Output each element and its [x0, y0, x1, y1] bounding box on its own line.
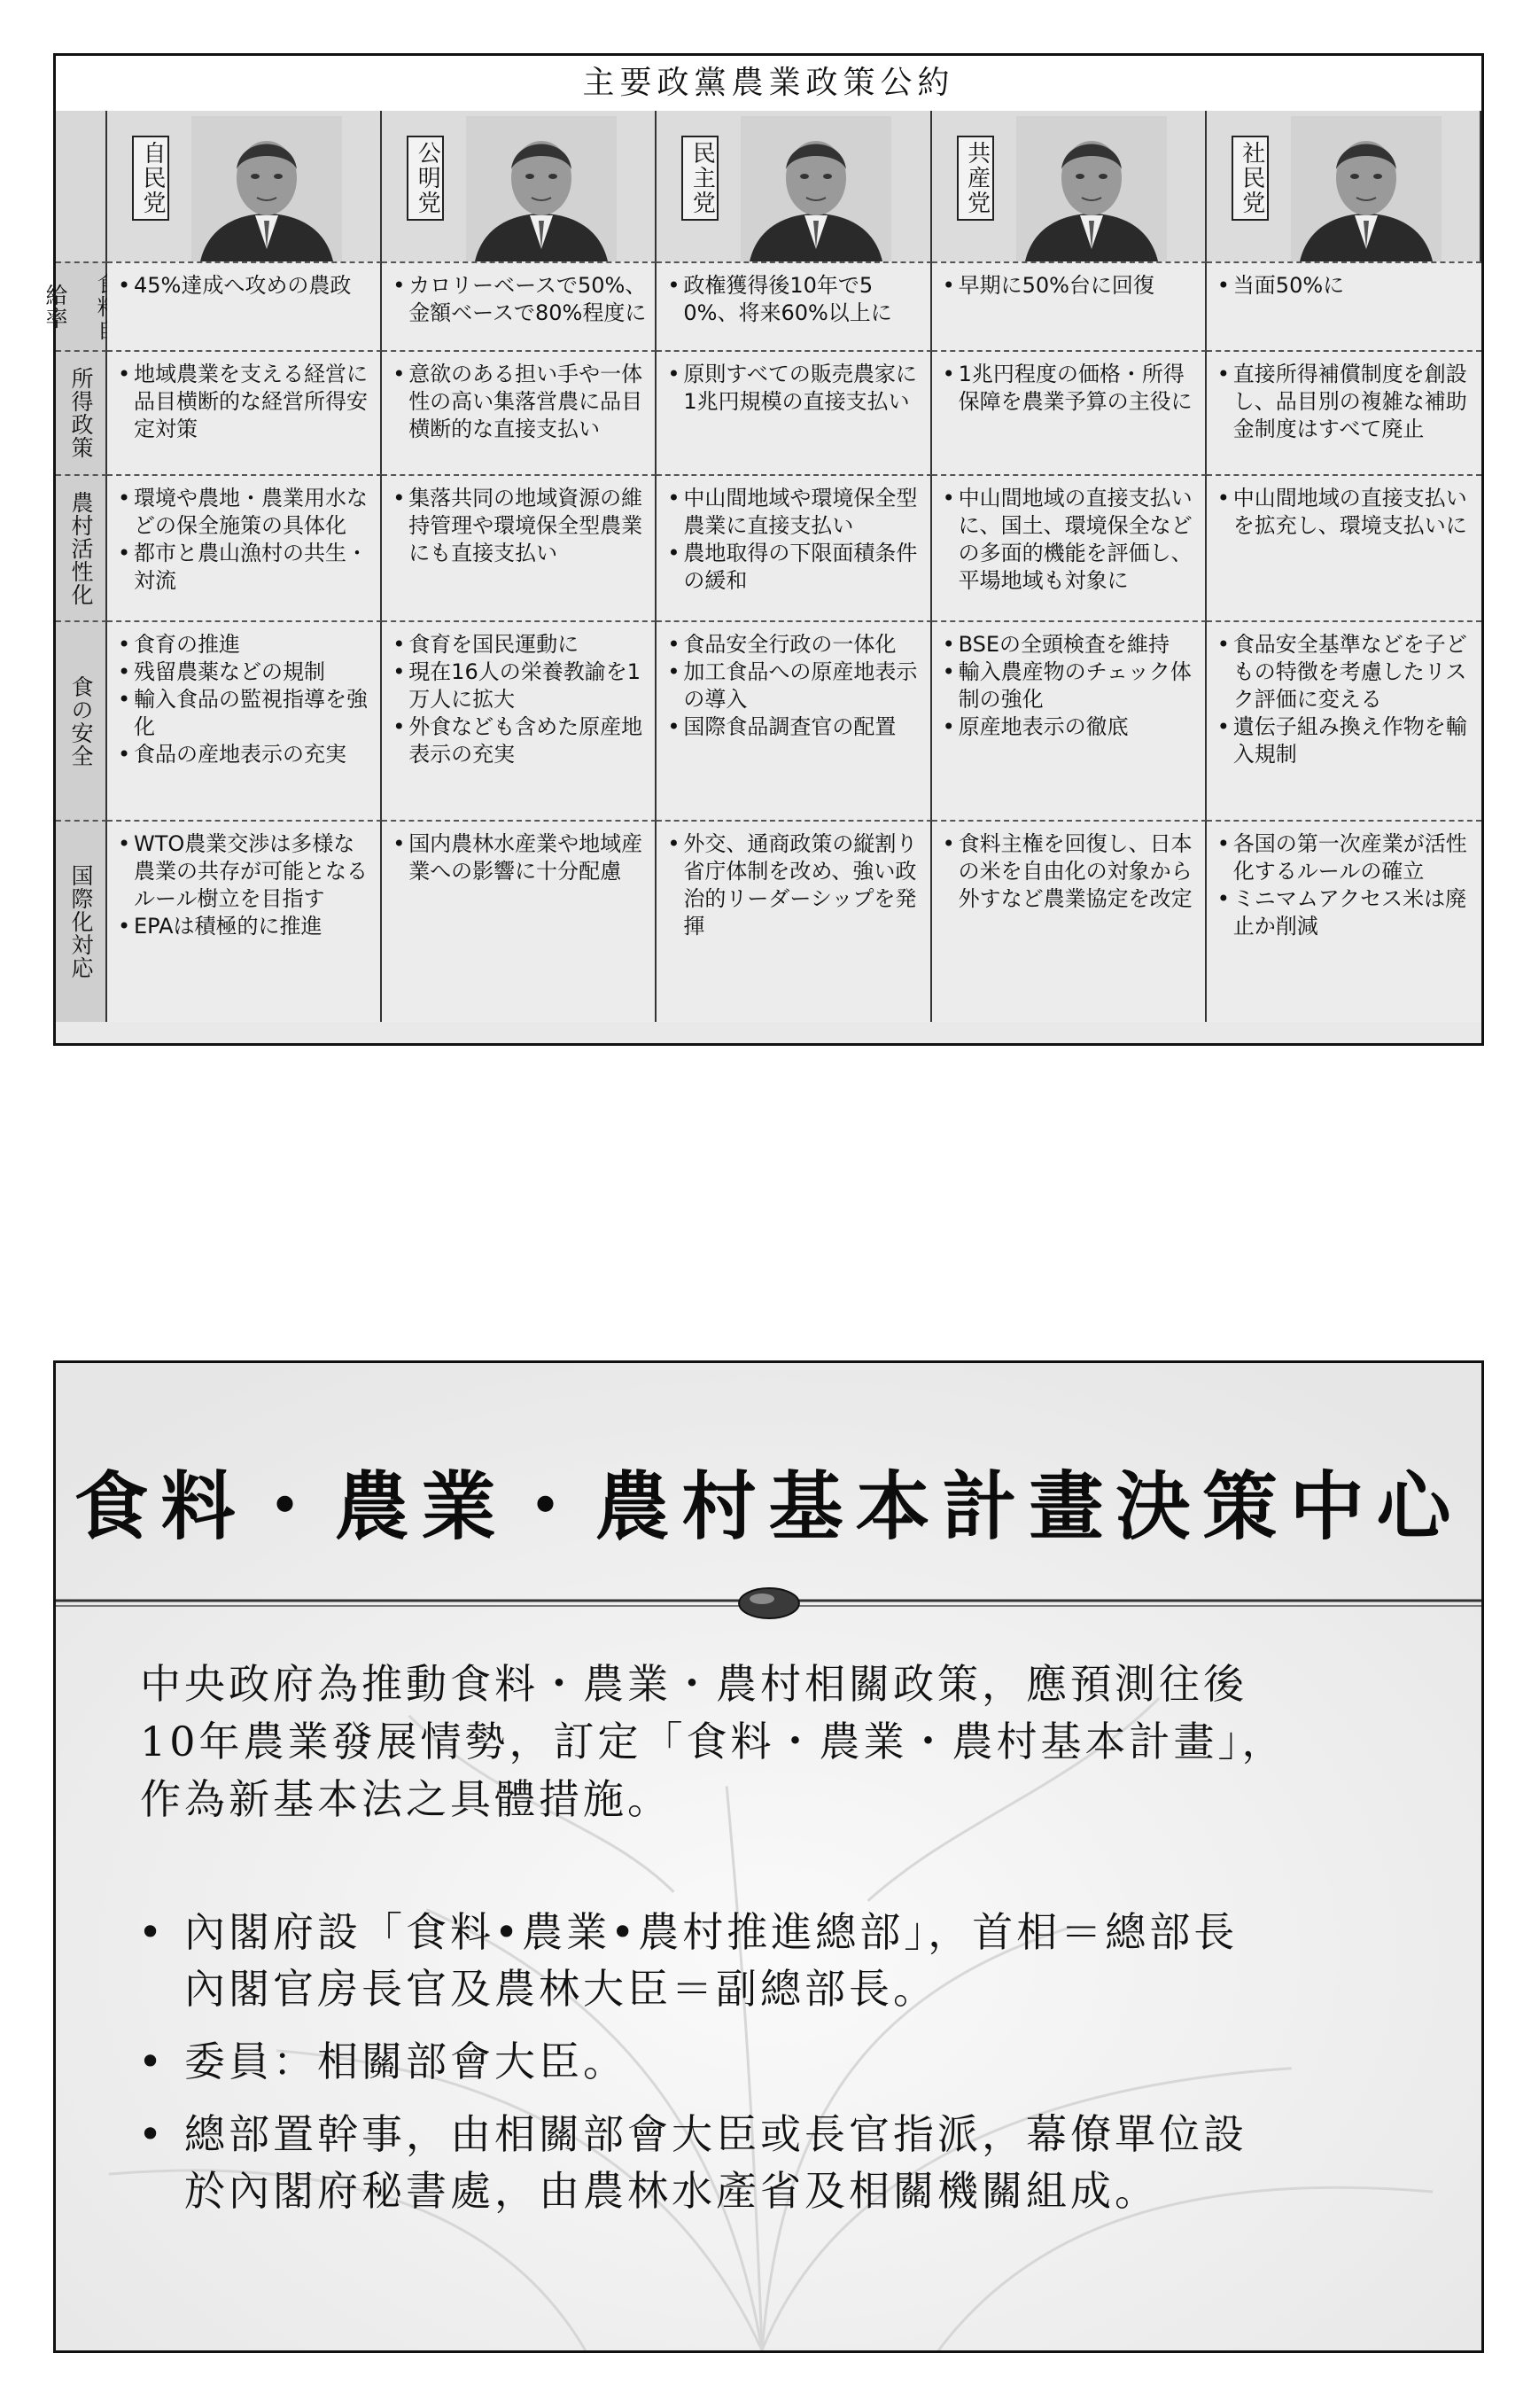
policy-cell: [932, 350, 1207, 474]
policy-cell: [932, 474, 1207, 620]
policy-item: • 早期に50%台に回復: [943, 272, 1196, 300]
policy-item: • 農地取得の下限面積条件の緩和: [667, 540, 921, 595]
policy-item: • 国内農林水産業や地域産業への影響に十分配慮: [392, 830, 646, 885]
policy-cell: [657, 261, 931, 350]
policy-item: • 食品安全基準などを子どもの特徴を考慮したリスク評価に変える: [1217, 631, 1473, 713]
intro-line: 作為新基本法之具體措施。: [140, 1775, 672, 1823]
policy-item: • ミニマムアクセス米は廃止か削減: [1217, 885, 1473, 940]
policy-table: [43, 111, 1481, 1046]
party-header: [932, 111, 1207, 261]
policy-item: • 地域農業を支える経営に品目横断的な経営所得安定対策: [118, 361, 371, 443]
policy-item: • 残留農薬などの規制: [118, 658, 371, 686]
politician-portrait-icon: [466, 116, 617, 261]
policy-cell: [107, 474, 382, 620]
policy-item: • EPAは積極的に推進: [118, 913, 371, 940]
policy-item: • 直接所得補償制度を創設し、品目別の複雑な補助金制度はすべて廃止: [1217, 361, 1473, 443]
policy-item: • 食品の産地表示の充実: [118, 741, 371, 768]
bullet-line: 委員：相關部會大臣。: [184, 2038, 627, 2085]
policy-category-label: 所得政策: [56, 350, 107, 474]
policy-cell: [382, 350, 657, 474]
policy-category-label: 食の安全: [56, 620, 107, 820]
bullet-item: [131, 2106, 1434, 2219]
policy-cell: [107, 261, 382, 350]
policy-item: • 輸入食品の監視指導を強化: [118, 686, 371, 741]
policy-cell: [932, 620, 1207, 820]
policy-item: • 45%達成へ攻めの農政: [118, 272, 371, 300]
policy-item: • 1兆円程度の価格・所得保障を農業予算の主役に: [943, 361, 1196, 416]
policy-item: • 加工食品への原産地表示の導入: [667, 658, 921, 713]
policy-item: • WTO農業交渉は多様な農業の共存が可能となるルール樹立を目指す: [118, 830, 371, 913]
policy-item: • 中山間地域の直接支払いに、国土、環境保全などの多面的機能を評価し、平場地域も対象に: [943, 485, 1196, 595]
party-header: [657, 111, 931, 261]
party-name-label: 自民党: [132, 136, 169, 221]
policy-item: • 意欲のある担い手や一体性の高い集落営農に品目横断的な直接支払い: [392, 361, 646, 443]
policy-item: • 食品安全行政の一体化: [667, 631, 921, 658]
policy-cell: [1207, 620, 1481, 820]
policy-cell: [657, 620, 931, 820]
policy-item: • BSEの全頭検査を維持: [943, 631, 1196, 658]
party-name-label: 社民党: [1232, 136, 1269, 221]
politician-portrait-icon: [741, 116, 891, 261]
politician-portrait-icon: [1291, 116, 1442, 261]
policy-cell: [1207, 474, 1481, 620]
policy-cell: [382, 474, 657, 620]
policy-cell: [657, 350, 931, 474]
divider-gem-icon: [739, 1588, 799, 1618]
party-header: [1207, 111, 1481, 261]
policy-item: • 食育を国民運動に: [392, 631, 646, 658]
intro-line: 中央政府為推動食料・農業・農村相關政策，應預測往後: [140, 1660, 1247, 1708]
policy-item: • 食料主権を回復し、日本の米を自由化の対象から外すなど農業協定を改定: [943, 830, 1196, 913]
policy-item: • 国際食品調査官の配置: [667, 713, 921, 741]
newspaper-clipping: [43, 53, 1484, 1046]
policy-cell: [1207, 820, 1481, 1022]
bullet-item: [131, 1904, 1434, 2017]
policy-cell: [1207, 350, 1481, 474]
policy-item: • 各国の第一次産業が活性化するルールの確立: [1217, 830, 1473, 885]
policy-cell: [107, 820, 382, 1022]
bullet-icon: •: [138, 2038, 167, 2085]
slide-title: 食料・農業・農村基本計畫決策中心: [74, 1462, 1464, 1550]
policy-cell: [932, 820, 1207, 1022]
bullet-line: 內閣府設「食料•農業•農村推進總部」，首相＝總部長: [184, 1908, 1239, 1956]
policy-cell: [657, 474, 931, 620]
policy-item: • カロリーベースで50%、金額ベースで80%程度に: [392, 272, 646, 327]
bullet-line: 內閣官房長官及農林大臣＝副總部長。: [184, 1965, 937, 2013]
policy-cell: [932, 261, 1207, 350]
policy-cell: [382, 620, 657, 820]
policy-category-label: 国際化対応: [56, 820, 107, 1022]
policy-category-label: 農村活性化: [56, 474, 107, 620]
bullet-icon: •: [138, 1908, 167, 1956]
intro-paragraph: [140, 1656, 1425, 1828]
presentation-slide: [53, 1360, 1484, 2353]
title-divider: [56, 1585, 1481, 1620]
clipping-title: 主要政黨農業政策公約: [56, 56, 1481, 113]
bullet-line: 總部置幹事，由相關部會大臣或長官指派，幕僚單位設: [184, 2110, 1247, 2158]
policy-cell: [1207, 261, 1481, 350]
policy-item: • 中山間地域や環境保全型農業に直接支払い: [667, 485, 921, 540]
party-header: [107, 111, 382, 261]
party-name-label: 公明党: [407, 136, 444, 221]
policy-cell: [107, 350, 382, 474]
party-header: [382, 111, 657, 261]
policy-item: • 外交、通商政策の縦割り省庁体制を改め、強い政治的リーダーシップを発揮: [667, 830, 921, 940]
policy-item: • 集落共同の地域資源の維持管理や環境保全型農業にも直接支払い: [392, 485, 646, 567]
policy-item: • 中山間地域の直接支払いを拡充し、環境支払いに: [1217, 485, 1473, 540]
policy-cell: [657, 820, 931, 1022]
table-corner: [56, 111, 107, 261]
policy-cell: [382, 261, 657, 350]
policy-item: • 遺伝子組み換え作物を輸入規制: [1217, 713, 1473, 768]
policy-item: • 原則すべての販売農家に1兆円規模の直接支払い: [667, 361, 921, 416]
policy-item: • 輸入農産物のチェック体制の強化: [943, 658, 1196, 713]
bullet-icon: •: [138, 2110, 167, 2158]
party-name-label: 民主党: [681, 136, 719, 221]
policy-item: • 政権獲得後10年で50%、将来60%以上に: [667, 272, 921, 327]
policy-item: • 現在16人の栄養教諭を1万人に拡大: [392, 658, 646, 713]
policy-cell: [382, 820, 657, 1022]
policy-cell: [107, 620, 382, 820]
bullet-item: [131, 2033, 1434, 2090]
policy-item: • 当面50%に: [1217, 272, 1473, 300]
policy-item: • 都市と農山漁村の共生・対流: [118, 540, 371, 595]
policy-category-label: 給率: [56, 261, 107, 350]
politician-portrait-icon: [1016, 116, 1167, 261]
intro-line: 10年農業發展情勢，訂定「食料・農業・農村基本計畫」，: [140, 1718, 1286, 1765]
policy-item: • 原産地表示の徹底: [943, 713, 1196, 741]
policy-item: • 外食なども含めた原産地表示の充実: [392, 713, 646, 768]
politician-portrait-icon: [191, 116, 342, 261]
bullet-line: 於內閣府秘書處，由農林水產省及相關機關組成。: [184, 2167, 1159, 2215]
party-name-label: 共産党: [957, 136, 994, 221]
bullet-list: [131, 1904, 1434, 2235]
policy-item: • 食育の推進: [118, 631, 371, 658]
policy-item: • 環境や農地・農業用水などの保全施策の具体化: [118, 485, 371, 540]
